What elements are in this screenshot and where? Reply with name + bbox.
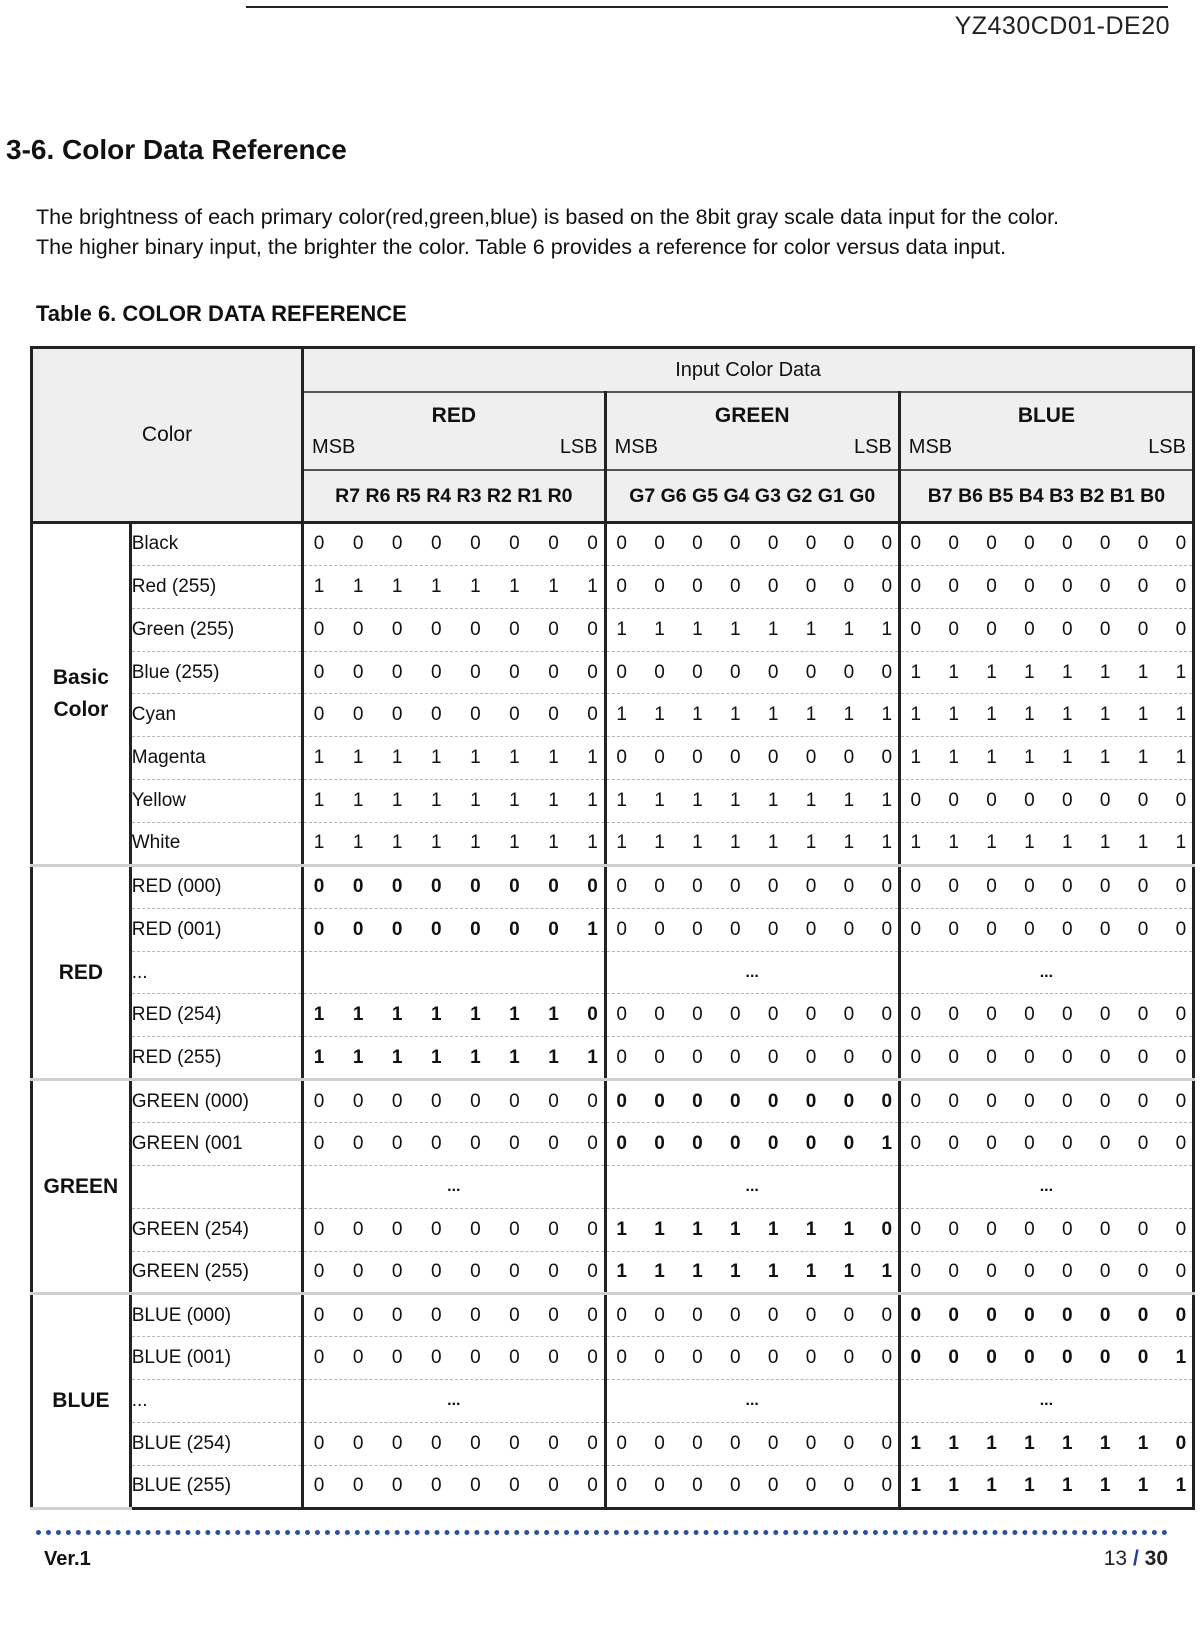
bit-values: 1 1 1 1 1 1 1 1 [313, 1046, 598, 1068]
bits-green [605, 780, 899, 823]
category-label [32, 1080, 131, 1294]
row-label: RED (255) [130, 1037, 302, 1080]
bits-blue [899, 565, 1193, 608]
msb-label: MSB [312, 436, 356, 458]
bit-values: 1 1 1 1 1 1 1 1 [313, 790, 598, 812]
bit-values: 0 0 0 0 0 0 0 0 [313, 618, 598, 640]
bits-green [605, 951, 899, 994]
ellipsis: ... [745, 963, 759, 981]
header-rule [246, 6, 1168, 8]
table-row [32, 1423, 1194, 1466]
bit-values: 1 1 1 1 1 1 1 1 [910, 661, 1187, 683]
bit-values: 0 0 0 0 0 0 0 0 [910, 1090, 1187, 1112]
bits-red [303, 1294, 606, 1337]
bits-green [605, 1208, 899, 1251]
bits-blue [899, 994, 1193, 1037]
ellipsis: ... [447, 1392, 461, 1410]
bits-green [605, 1465, 899, 1508]
bits-red [303, 1208, 606, 1251]
ellipsis: ... [1039, 1392, 1054, 1410]
bit-values: 0 0 0 0 0 0 0 0 [313, 1090, 598, 1112]
bits-green [605, 1080, 899, 1123]
bit-values: 1 1 1 1 1 1 1 1 [910, 832, 1187, 854]
intro-paragraph [36, 202, 1186, 262]
bit-values: 0 0 0 0 0 0 0 0 [616, 533, 893, 555]
bits-green [605, 1123, 899, 1166]
bit-values: 0 0 0 0 0 0 0 0 [910, 533, 1187, 555]
bits-green [605, 694, 899, 737]
row-label: BLUE (000) [130, 1294, 302, 1337]
bit-values: 1 1 1 1 1 1 1 1 [910, 747, 1187, 769]
table-row [32, 1337, 1194, 1380]
bit-values: 0 0 0 0 0 0 0 0 [910, 618, 1187, 640]
table-row [32, 1208, 1194, 1251]
category-line-1: BLUE [52, 1389, 110, 1413]
bits-green [605, 1423, 899, 1466]
bit-values: 1 1 1 1 1 1 1 1 [616, 704, 893, 726]
bits-blue [899, 1380, 1193, 1423]
bits-red [303, 1251, 606, 1294]
bits-blue [899, 1251, 1193, 1294]
bits-red [303, 780, 606, 823]
table-row [32, 1080, 1194, 1123]
bit-labels-blue: B7 B6 B5 B4 B3 B2 B1 B0 [899, 470, 1193, 523]
footer-rule [36, 1530, 1168, 1535]
row-label: Green (255) [130, 608, 302, 651]
version-label: Ver.1 [44, 1548, 91, 1570]
bits-blue [899, 865, 1193, 908]
bits-blue [899, 1337, 1193, 1380]
bit-values: 0 0 0 0 0 0 0 0 [616, 747, 893, 769]
table-row [32, 608, 1194, 651]
bit-values: 1 1 1 1 1 1 1 1 [313, 747, 598, 769]
bits-green [605, 608, 899, 651]
lsb-label: LSB [1148, 436, 1186, 458]
group-name: GREEN [714, 404, 790, 427]
bit-values: 1 1 1 1 1 1 1 1 [313, 832, 598, 854]
row-label: Magenta [130, 737, 302, 780]
row-label: RED (001) [130, 908, 302, 951]
row-label: BLUE (001) [130, 1337, 302, 1380]
bits-red [303, 1337, 606, 1380]
table-row [32, 694, 1194, 737]
bit-values: 1 1 1 1 1 1 1 1 [616, 832, 893, 854]
bit-values: 0 0 0 0 0 0 0 0 [313, 1432, 598, 1454]
bit-values: 0 0 0 0 0 0 0 0 [313, 876, 598, 898]
bits-green [605, 865, 899, 908]
bit-values: 0 0 0 0 0 0 0 0 [616, 661, 893, 683]
bit-values: 1 1 1 1 1 1 1 0 [616, 1218, 893, 1240]
bit-values: 0 0 0 0 0 0 0 0 [616, 1475, 893, 1497]
table-row [32, 651, 1194, 694]
bits-red [303, 951, 606, 994]
bits-red [303, 1123, 606, 1166]
table-row [32, 865, 1194, 908]
bits-red [303, 1423, 606, 1466]
bit-values: 0 0 0 0 0 0 0 0 [910, 876, 1187, 898]
table-row [32, 908, 1194, 951]
bits-blue [899, 908, 1193, 951]
bits-blue [899, 737, 1193, 780]
bits-red [303, 908, 606, 951]
bit-values: 1 1 1 1 1 1 1 1 [616, 618, 893, 640]
row-label: Blue (255) [130, 651, 302, 694]
ellipsis: ... [745, 1177, 759, 1195]
input-color-data-header: Input Color Data [303, 348, 1194, 393]
bit-values: 0 0 0 0 0 0 0 0 [616, 575, 893, 597]
row-label: Cyan [130, 694, 302, 737]
bit-values: 0 0 0 0 0 0 0 0 [910, 1218, 1187, 1240]
bits-red [303, 1380, 606, 1423]
bit-values: 0 0 0 0 0 0 0 0 [910, 1304, 1187, 1326]
row-label [130, 1165, 302, 1208]
bit-values: 1 1 1 1 1 1 1 1 [910, 1475, 1187, 1497]
table-row [32, 565, 1194, 608]
table-row [32, 994, 1194, 1037]
bits-blue [899, 1208, 1193, 1251]
msb-label: MSB [908, 436, 953, 458]
row-label: Yellow [130, 780, 302, 823]
bit-values: 0 0 0 0 0 0 0 0 [313, 1261, 598, 1283]
bit-values: 0 0 0 0 0 0 0 0 [616, 1304, 893, 1326]
table-row [32, 1380, 1194, 1423]
table-row [32, 823, 1194, 866]
row-label: GREEN (001 [130, 1123, 302, 1166]
table-row [32, 1037, 1194, 1080]
group-header-green [605, 392, 899, 470]
bits-green [605, 1037, 899, 1080]
page-total: 30 [1144, 1547, 1168, 1570]
lsb-label: LSB [853, 436, 892, 458]
table-row [32, 1251, 1194, 1294]
bits-green [605, 823, 899, 866]
color-header: Color [32, 348, 303, 523]
bit-values: 0 0 0 0 0 0 0 0 [910, 1261, 1187, 1283]
bit-values: 0 0 0 0 0 0 0 0 [313, 704, 598, 726]
row-label: GREEN (254) [130, 1208, 302, 1251]
bits-red [303, 608, 606, 651]
bit-values: 0 0 0 0 0 0 0 1 [616, 1132, 893, 1154]
section-title: 3-6. Color Data Reference [6, 134, 347, 165]
lsb-label: LSB [559, 436, 598, 458]
bit-values: 0 0 0 0 0 0 0 0 [616, 918, 893, 940]
category-label [32, 523, 131, 866]
bit-values: 0 0 0 0 0 0 0 0 [910, 1004, 1187, 1026]
table-row [32, 780, 1194, 823]
category-line-1: Basic [52, 665, 109, 689]
bits-green [605, 994, 899, 1037]
bits-green [605, 565, 899, 608]
bit-values: 0 0 0 0 0 0 0 0 [910, 790, 1187, 812]
bits-red [303, 565, 606, 608]
table-row [32, 951, 1194, 994]
bit-values: 0 0 0 0 0 0 0 0 [616, 1004, 893, 1026]
row-label: White [130, 823, 302, 866]
table-caption: Table 6. COLOR DATA REFERENCE [36, 301, 407, 326]
msb-label: MSB [614, 436, 658, 458]
group-name: RED [431, 404, 476, 427]
page-slash: / [1132, 1547, 1139, 1570]
bits-blue [899, 1423, 1193, 1466]
bits-blue [899, 694, 1193, 737]
bit-values: 1 1 1 1 1 1 1 1 [910, 704, 1187, 726]
group-name: BLUE [1017, 404, 1075, 427]
row-label: Black [130, 523, 302, 566]
bit-values: 1 1 1 1 1 1 1 0 [313, 1004, 598, 1026]
bits-green [605, 1165, 899, 1208]
intro-line-2: The higher binary input, the brighter the color. Table 6 provides a reference for color versus data input. [36, 235, 1007, 259]
table-row [32, 1294, 1194, 1337]
bits-red [303, 523, 606, 566]
bit-values: 0 0 0 0 0 0 0 0 [616, 876, 893, 898]
bit-values: 0 0 0 0 0 0 0 0 [616, 1090, 893, 1112]
bit-values: 1 1 1 1 1 1 1 1 [313, 575, 598, 597]
bits-blue [899, 1080, 1193, 1123]
bit-values: 0 0 0 0 0 0 0 0 [616, 1046, 893, 1068]
bits-blue [899, 1294, 1193, 1337]
bits-red [303, 694, 606, 737]
bits-green [605, 1251, 899, 1294]
bit-values: 1 1 1 1 1 1 1 1 [616, 790, 893, 812]
bits-red [303, 1080, 606, 1123]
category-label [32, 865, 131, 1079]
group-header-blue [899, 392, 1193, 470]
bits-green [605, 651, 899, 694]
bits-red [303, 823, 606, 866]
category-label [32, 1294, 131, 1509]
row-label: RED (254) [130, 994, 302, 1037]
table-row [32, 1465, 1194, 1508]
bits-red [303, 865, 606, 908]
bit-values: 0 0 0 0 0 0 0 0 [616, 1432, 893, 1454]
row-label: BLUE (254) [130, 1423, 302, 1466]
ellipsis: ... [1039, 1177, 1054, 1195]
bits-blue [899, 780, 1193, 823]
bit-values: 0 0 0 0 0 0 0 0 [313, 661, 598, 683]
bits-green [605, 908, 899, 951]
bit-values: 0 0 0 0 0 0 0 0 [910, 1046, 1187, 1068]
bit-values: 0 0 0 0 0 0 0 0 [616, 1347, 893, 1369]
bits-green [605, 1337, 899, 1380]
bit-labels-green: G7 G6 G5 G4 G3 G2 G1 G0 [605, 470, 899, 523]
row-label: ... [130, 1380, 302, 1423]
color-data-reference-table [30, 346, 1195, 1510]
bit-values: 0 0 0 0 0 0 0 0 [910, 1132, 1187, 1154]
row-label: GREEN (000) [130, 1080, 302, 1123]
bit-values: 0 0 0 0 0 0 0 0 [313, 1304, 598, 1326]
bit-values: 0 0 0 0 0 0 0 0 [313, 1347, 598, 1369]
bit-labels-red: R7 R6 R5 R4 R3 R2 R1 R0 [303, 470, 606, 523]
bits-blue [899, 1123, 1193, 1166]
row-label: GREEN (255) [130, 1251, 302, 1294]
row-label: ... [130, 951, 302, 994]
bits-blue [899, 1465, 1193, 1508]
bits-blue [899, 651, 1193, 694]
page-current: 13 [1103, 1547, 1128, 1570]
bit-values: 0 0 0 0 0 0 0 0 [313, 1218, 598, 1240]
bit-values: 0 0 0 0 0 0 0 0 [313, 1132, 598, 1154]
bits-green [605, 1294, 899, 1337]
table-row [32, 737, 1194, 780]
bit-values: 1 1 1 1 1 1 1 1 [616, 1261, 893, 1283]
bit-values: 0 0 0 0 0 0 0 1 [313, 918, 598, 940]
category-line-1: GREEN [43, 1174, 119, 1198]
bits-green [605, 737, 899, 780]
bits-red [303, 994, 606, 1037]
bits-red [303, 1465, 606, 1508]
bits-blue [899, 523, 1193, 566]
group-header-red [303, 392, 606, 470]
bits-blue [899, 951, 1193, 994]
bits-green [605, 1380, 899, 1423]
table-row [32, 1165, 1194, 1208]
document-id: YZ430CD01-DE20 [954, 12, 1170, 40]
bits-red [303, 651, 606, 694]
bit-values: 0 0 0 0 0 0 0 1 [910, 1347, 1187, 1369]
intro-line-1: The brightness of each primary color(red,green,blue) is based on the 8bit gray scale data input for the color. [36, 205, 1060, 229]
bit-values: 0 0 0 0 0 0 0 0 [910, 575, 1187, 597]
row-label: BLUE (255) [130, 1465, 302, 1508]
ellipsis: ... [447, 1177, 461, 1195]
bit-values: 0 0 0 0 0 0 0 0 [313, 533, 598, 555]
bits-blue [899, 608, 1193, 651]
category-line-1: RED [58, 960, 104, 984]
page-number [1104, 1547, 1168, 1571]
row-label: RED (000) [130, 865, 302, 908]
bits-blue [899, 823, 1193, 866]
bit-values: 0 0 0 0 0 0 0 0 [910, 918, 1187, 940]
category-line-2: Color [53, 697, 109, 721]
bits-green [605, 523, 899, 566]
table-row [32, 523, 1194, 566]
bit-values: 0 0 0 0 0 0 0 0 [313, 1475, 598, 1497]
bits-red [303, 1037, 606, 1080]
bits-red [303, 737, 606, 780]
bits-blue [899, 1037, 1193, 1080]
bit-values: 1 1 1 1 1 1 1 0 [910, 1432, 1187, 1454]
ellipsis: ... [745, 1392, 759, 1410]
bits-blue [899, 1165, 1193, 1208]
row-label: Red (255) [130, 565, 302, 608]
table-row [32, 1123, 1194, 1166]
bits-red [303, 1165, 606, 1208]
ellipsis: ... [1039, 963, 1054, 981]
